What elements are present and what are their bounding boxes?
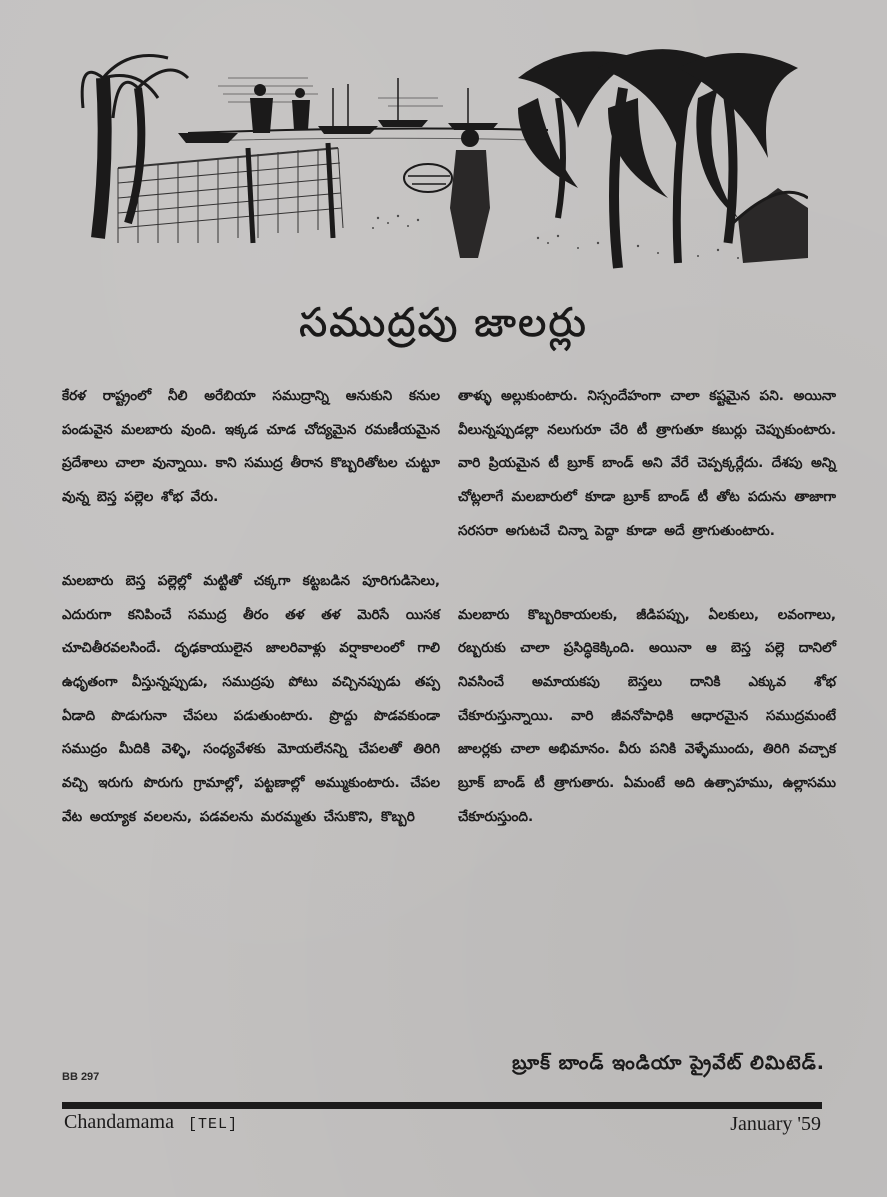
magazine-name: Chandamama xyxy=(64,1111,174,1133)
right-column xyxy=(458,380,836,834)
footer-magazine xyxy=(64,1111,238,1134)
paragraph: తాళ్ళు అల్లుకుంటారు. నిస్సందేహంగా చాలా కష్టమైన పని. అయినా వీలున్నప్పుడల్లా నలుగురూ చేరి టీ త్రాగుతూ కబుర్లు చెప్పుకుంటారు. వారి ప్రియమైన టీ బ్రూక్ బాండ్ అని వేరే చెప్పక్కర్లేదు. దేశపు అన్ని చోట్లలాగే మలబారులో కూడా బ్రూక్ బాండ్ టీ తోట పదును తాజాగా సరసరా అగుటచే చిన్నా పెద్దా కూడా అదే త్రాగుతుంటారు. xyxy=(458,388,836,539)
article-title: సముద్రపు జాలర్లు xyxy=(299,300,588,346)
paragraph: మలబారు కొబ్బరికాయలకు, జీడిపప్పు, ఏలకులు, లవంగాలు, రబ్బరుకు చాలా ప్రసిద్ధికెక్కింది. అయినా ఆ బెస్త పల్లె దానిలో నివసించే అమాయకపు బెస్తలు దానికి ఎక్కువ శోభ చేకూరుస్తున్నాయి. వారి జీవనోపాధికి ఆధారమైన సముద్రమంటే జాలర్లకు చాలా అభిమానం. వీరు పనికి వెళ్ళేముందు, తిరిగి వచ్చాక బ్రూక్ బాండ్ టీ త్రాగుతారు. ఏమంటే అది ఉత్సాహము, ఉల్లాసము చేకూరుస్తుంది. xyxy=(458,606,836,825)
paragraph: మలబారు బెస్త పల్లెల్లో మట్టితో చక్కగా కట్టబడిన పూరిగుడిసెలు, ఎదురుగా కనిపించే సముద్ర తీరం తళ తళ మెరిసే యిసక చూచితీరవలసిందే. దృఢకాయులైన జాలరివాళ్లు వర్షాకాలంలో గాలి ఉధృతంగా వీస్తున్నప్పుడు, సముద్రపు పోటు వచ్చినప్పుడు తప్ప ఏడాది పొడుగునా చేపలు పడుతుంటారు. ప్రొద్దు పొడవకుండా సముద్రం మీదికి వెళ్ళి, సంధ్యవేళకు మోయలేనన్ని చేపలతో తిరిగి వచ్చి ఇరుగు పొరుగు గ్రామాల్లో, పట్టణాల్లో అమ్ముకుంటారు. చేపల వేట అయ్యాక వలలను, పడవలను మరమ్మతు చేసుకొని, కొబ్బరి xyxy=(62,572,440,825)
paragraph-gap xyxy=(62,515,440,565)
fishing-village-illustration-icon xyxy=(78,38,808,273)
footer-rule xyxy=(62,1102,822,1109)
footer-issue: January '59 xyxy=(730,1113,821,1135)
paragraph-gap xyxy=(458,549,836,599)
ad-code: BB 297 xyxy=(62,1071,100,1083)
company-signature: బ్రూక్ బాండ్ ఇండియా ప్రైవేట్ లిమిటెడ్. xyxy=(512,1052,825,1074)
left-column xyxy=(62,380,440,834)
paragraph: కేరళ రాష్ట్రంలో నీలి అరేబియా సముద్రాన్ని ఆనుకుని కనుల పండువైన మలబారు వుంది. ఇక్కడ చూడ చోద్యమైన రమణీయమైన ప్రదేశాలు చాలా వున్నాయి. కాని సముద్ర తీరాన కొబ్బరితోటల చుట్టూ వున్న బెస్త పల్లెల శోభ వేరు. xyxy=(62,388,440,506)
language-tag: [TEL] xyxy=(187,1116,238,1133)
